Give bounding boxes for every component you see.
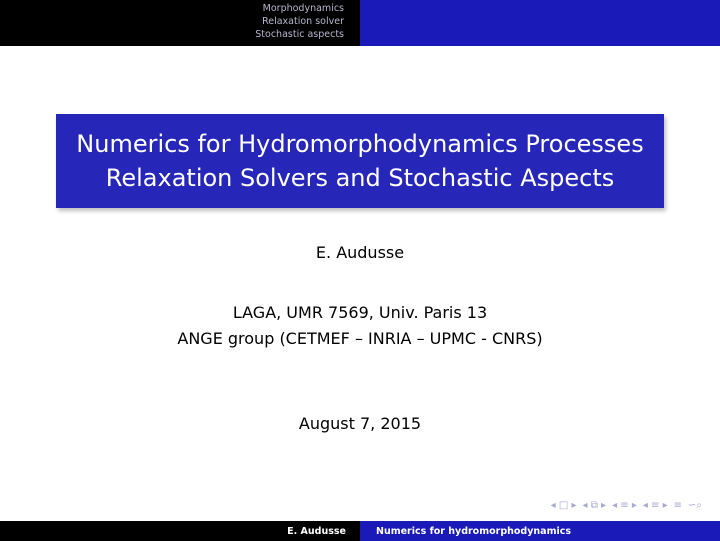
headline-right-panel bbox=[360, 0, 720, 46]
section-nav-icon[interactable]: ◂ ≡ ▸ bbox=[612, 500, 637, 511]
section-link-morphodynamics[interactable]: Morphodynamics bbox=[262, 3, 344, 14]
slide-headline bbox=[0, 0, 720, 46]
toc-icon[interactable]: ≡ bbox=[673, 500, 683, 511]
title-box bbox=[56, 114, 664, 208]
footer-author: E. Audusse bbox=[0, 521, 360, 541]
affiliation-line-2: ANGE group (CETMEF – INRIA – UPMC - CNRS) bbox=[177, 329, 543, 348]
beamer-navigation-bar bbox=[551, 500, 702, 511]
footer-title: Numerics for hydromorphodynamics bbox=[360, 521, 720, 541]
affiliation bbox=[0, 300, 720, 352]
presentation-date: August 7, 2015 bbox=[298, 414, 422, 433]
search-icon[interactable]: ∽⌕ bbox=[688, 500, 702, 511]
section-navigation bbox=[255, 2, 344, 41]
section-link-stochastic-aspects[interactable]: Stochastic aspects bbox=[255, 29, 344, 40]
title-line-1: Numerics for Hydromorphodynamics Processes bbox=[76, 130, 644, 158]
title-line-2: Relaxation Solvers and Stochastic Aspects bbox=[105, 164, 615, 192]
section-link-relaxation-solver[interactable]: Relaxation solver bbox=[262, 16, 344, 27]
affiliation-line-1: LAGA, UMR 7569, Univ. Paris 13 bbox=[232, 303, 488, 322]
subsection-nav-icon[interactable]: ◂ ⧉ ▸ bbox=[582, 500, 607, 511]
frame-nav-icon[interactable]: ◂ □ ▸ bbox=[550, 500, 577, 511]
author-name: E. Audusse bbox=[315, 243, 405, 262]
slide-footline bbox=[0, 521, 720, 541]
headline-left-panel bbox=[0, 0, 360, 46]
presentation-nav-icon[interactable]: ◂ ≡ ▸ bbox=[642, 500, 668, 511]
